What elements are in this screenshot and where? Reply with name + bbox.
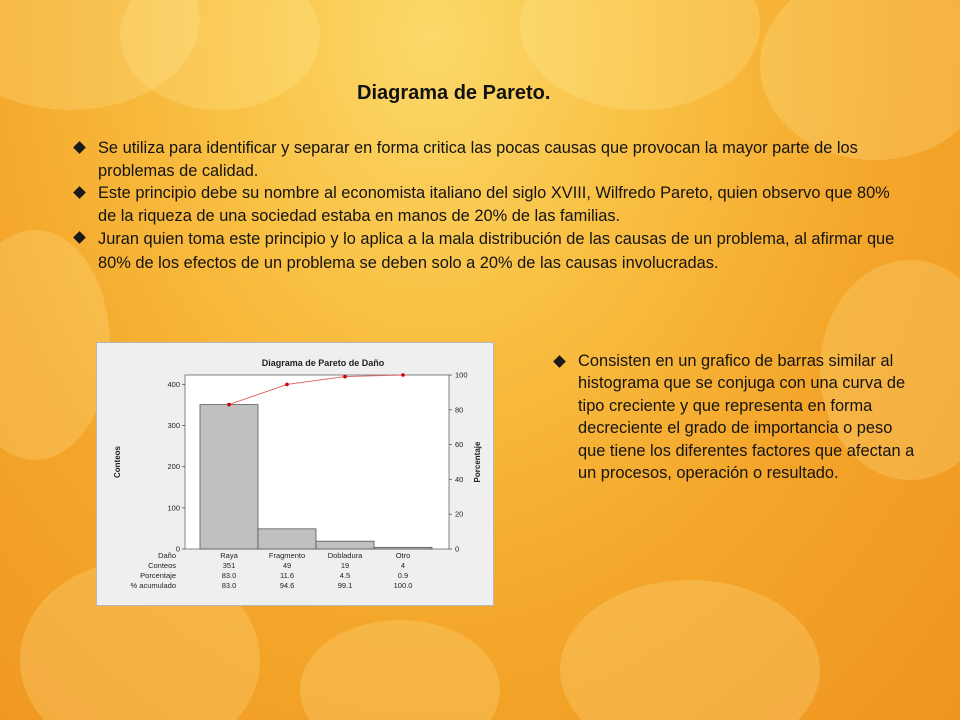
y-tick-label: 300 — [167, 421, 180, 431]
bullet-text: Se utiliza para identificar y separar en forma critica las pocas causas que provocan la mayor parte de los problemas de calidad. — [98, 139, 858, 180]
y2-tick-label: 0 — [455, 544, 460, 554]
category-label: Otro — [395, 551, 411, 560]
diamond-bullet-icon — [553, 355, 566, 368]
y-tick-label: 0 — [175, 544, 180, 554]
y2-tick-label: 40 — [455, 474, 464, 484]
bullet-item — [72, 227, 902, 275]
slide-title: Diagrama de Pareto. — [357, 82, 551, 104]
y-axis-label: Conteos — [113, 446, 122, 478]
bar — [316, 541, 374, 549]
table-cell: 94.6 — [279, 581, 295, 590]
bullet-list — [72, 137, 902, 275]
table-row-label: % acumulado — [130, 581, 176, 590]
y2-tick-label: 80 — [455, 405, 464, 415]
table-cell: 0.9 — [397, 571, 409, 580]
flower-petal-decoration — [760, 0, 960, 160]
table-cell: 99.1 — [337, 581, 353, 590]
bullet-item — [72, 182, 902, 227]
table-header-label: Daño — [158, 551, 176, 560]
side-bullet-text: Consisten en un grafico de barras similar al histograma que se conjuga con una curva de tipo creciente y que representa en forma decreciente el grado de importancia o peso que tiene los diferentes factores que afectan a un procesos, operación o resultado. — [578, 352, 915, 483]
bar — [200, 405, 258, 549]
cumulative-point — [343, 375, 347, 379]
pareto-chart — [96, 342, 494, 606]
bullet-text: Este principio debe su nombre al economista italiano del siglo XVIII, Wilfredo Pareto, quien observo que 80% de la riqueza de una sociedad estaba en manos de 20% de las familias. — [98, 184, 890, 225]
y-tick-label: 400 — [167, 379, 180, 389]
y-tick-label: 100 — [167, 503, 180, 513]
table-cell: 4.5 — [339, 571, 351, 580]
pareto-chart-svg — [97, 343, 493, 605]
diamond-bullet-icon — [73, 141, 86, 154]
flower-petal-decoration — [520, 0, 760, 110]
bar — [258, 529, 316, 549]
table-row-label: Porcentaje — [140, 571, 176, 580]
y2-axis-label: Porcentaje — [473, 441, 482, 483]
table-cell: 4 — [400, 561, 406, 570]
y2-tick-label: 60 — [455, 440, 464, 450]
flower-petal-decoration — [300, 620, 500, 720]
cumulative-point — [285, 383, 289, 387]
y-tick-label: 200 — [167, 462, 180, 472]
table-row-label: Conteos — [148, 561, 176, 570]
table-cell: 83.0 — [221, 571, 237, 580]
category-label: Raya — [220, 551, 238, 560]
cumulative-point — [227, 403, 231, 407]
bullet-text: Juran quien toma este principio y lo aplica a la mala distribución de las causas de un problema, al afirmar que 80% de los efectos de un problema se deben solo a 20% de las causas involucradas. — [98, 230, 895, 272]
y2-tick-label: 100 — [455, 370, 468, 380]
side-bullet — [552, 350, 923, 484]
diamond-bullet-icon — [73, 231, 86, 244]
table-cell: 351 — [222, 561, 236, 570]
category-label: Dobladura — [327, 551, 363, 560]
cumulative-point — [401, 373, 405, 377]
table-cell: 83.0 — [221, 581, 237, 590]
table-cell: 11.6 — [279, 571, 295, 580]
category-label: Fragmento — [268, 551, 306, 560]
chart-title: Diagrama de Pareto de Daño — [261, 358, 385, 368]
flower-petal-decoration — [560, 580, 820, 720]
table-cell: 100.0 — [393, 581, 413, 590]
table-cell: 49 — [282, 561, 292, 570]
flower-petal-decoration — [120, 0, 320, 110]
bullet-item — [72, 137, 902, 182]
y2-tick-label: 20 — [455, 509, 464, 519]
bar — [374, 547, 432, 549]
table-cell: 19 — [340, 561, 350, 570]
diamond-bullet-icon — [73, 186, 86, 199]
